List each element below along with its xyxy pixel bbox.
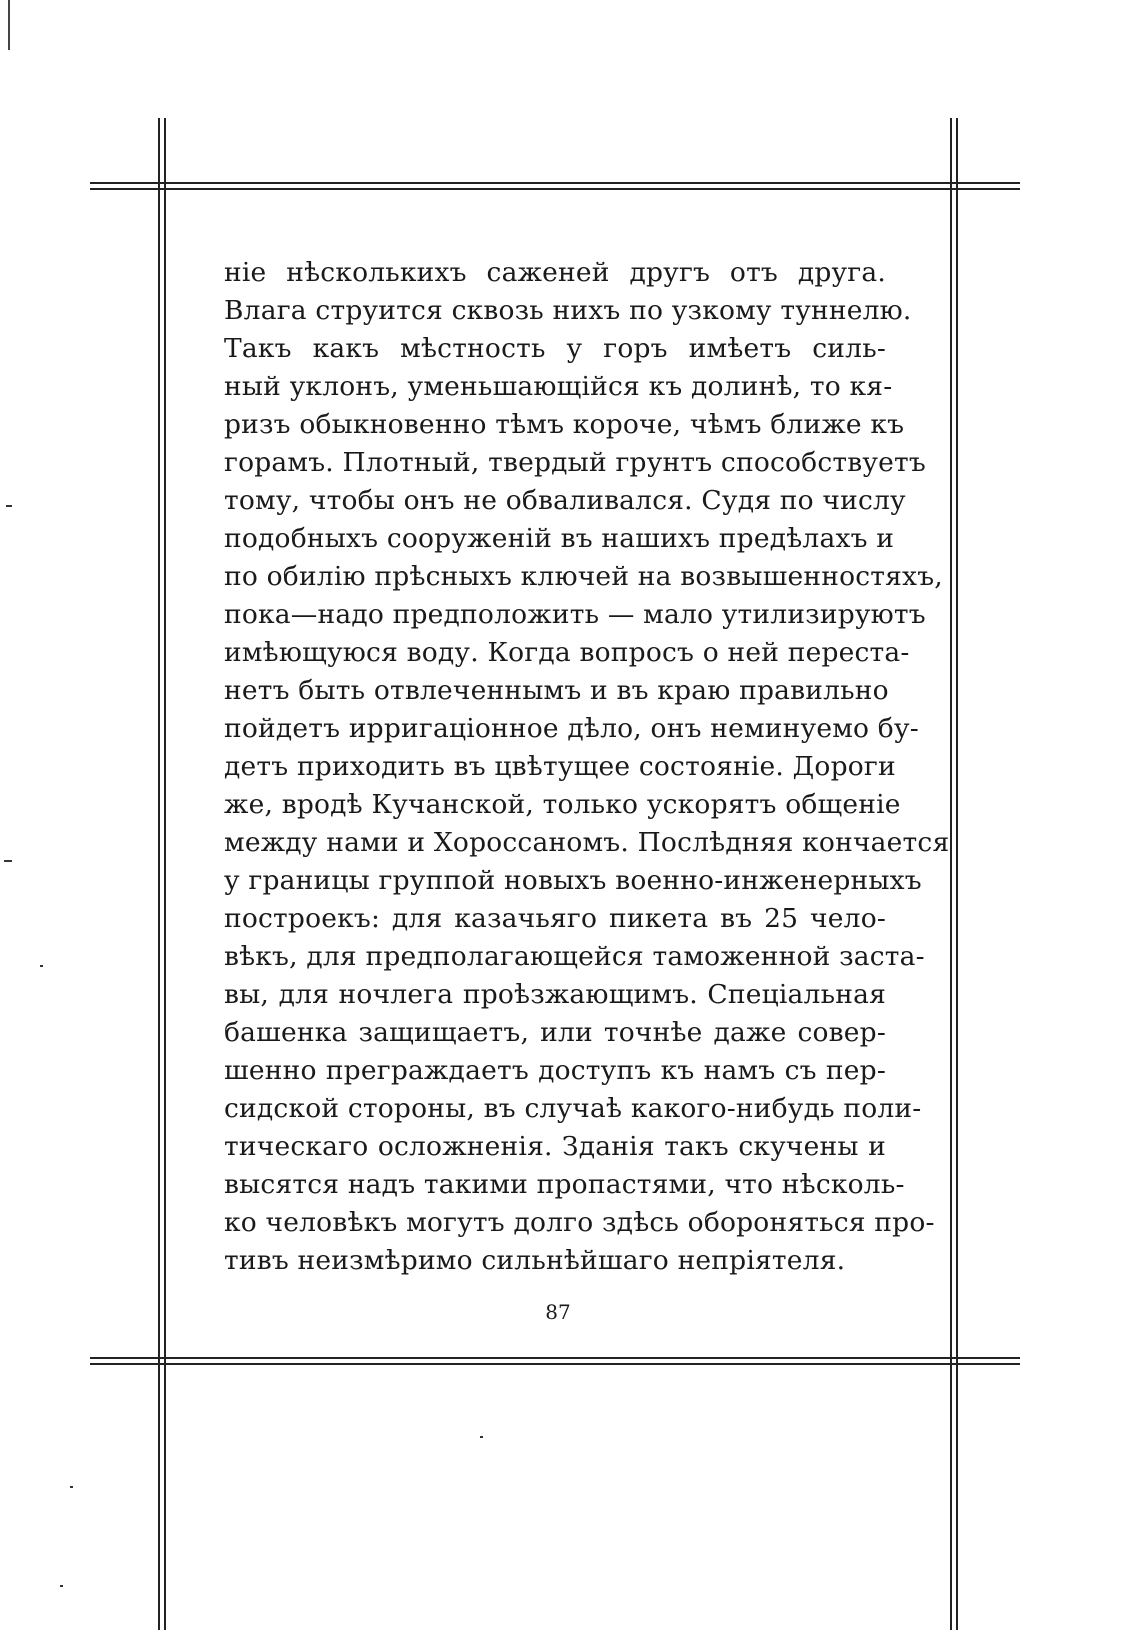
text-line: ризъ обыкновенно тѣмъ короче, чѣмъ ближе къ [224, 409, 905, 440]
text-line: шенно преграждаетъ доступъ къ намъ съ пер- [224, 1055, 886, 1086]
text-line: вы, для ночлега проѣзжающимъ. Спеціальная [224, 979, 886, 1010]
text-line: построекъ: для казачьяго пикета въ 25 чело- [224, 903, 886, 934]
frame-left-outer [158, 118, 160, 1630]
text-line: по обилію прѣсныхъ ключей на возвышенностяхъ, [224, 561, 943, 592]
text-line: высятся надъ такими пропастями, что нѣсколь- [224, 1169, 905, 1200]
text-line: Такъ какъ мѣстность у горъ имѣетъ силь- [224, 333, 886, 364]
scan-speck [6, 505, 12, 507]
text-line: горамъ. Плотный, твердый грунтъ способствуетъ [224, 447, 926, 478]
left-edge-line [8, 0, 10, 50]
text-line: детъ приходить въ цвѣтущее состояніе. Дороги [224, 751, 896, 782]
frame-right-inner [956, 118, 958, 1630]
scan-speck [70, 1486, 73, 1488]
text-line: вѣкъ, для предполагающейся таможенной заста- [224, 941, 925, 972]
text-line: тому, чтобы онъ не обваливался. Судя по числу [224, 485, 906, 516]
text-line: имѣющуюся воду. Когда вопросъ о ней переста- [224, 637, 910, 668]
body-text [224, 254, 950, 1280]
text-line: пойдетъ ирригаціонное дѣло, онъ неминуемо бу- [224, 713, 919, 744]
page-number: 87 [545, 1300, 571, 1324]
frame-top-outer [90, 182, 1020, 184]
frame-top-inner [90, 188, 1020, 190]
text-line: ный уклонъ, уменьшающійся къ долинѣ, то кя- [224, 371, 893, 402]
text-line: ніе нѣсколькихъ саженей другъ отъ друга. [224, 257, 886, 288]
text-line: тическаго осложненія. Зданія такъ скучены и [224, 1131, 886, 1162]
text-line: башенка защищаетъ, или точнѣе даже совер- [224, 1017, 886, 1048]
frame-bottom-inner [90, 1363, 1020, 1365]
text-line: подобныхъ сооруженій въ нашихъ предѣлахъ и [224, 523, 895, 554]
text-line: у границы группой новыхъ военно-инженерныхъ [224, 865, 922, 896]
text-line: Влага струится сквозь нихъ по узкому туннелю. [224, 295, 912, 326]
text-line: сидской стороны, въ случаѣ какого-нибудь поли- [224, 1093, 922, 1124]
scan-speck [60, 1585, 63, 1587]
scan-speck [4, 860, 12, 862]
text-line: пока—надо предположить — мало утилизируютъ [224, 599, 926, 630]
text-line: между нами и Хороссаномъ. Послѣдняя кончается [224, 827, 950, 858]
text-line: нетъ быть отвлеченнымъ и въ краю правильно [224, 675, 889, 706]
text-line: же, вродѣ Кучанской, только ускорятъ общеніе [224, 789, 901, 820]
text-line: тивъ неизмѣримо сильнѣйшаго непріятеля. [224, 1245, 846, 1276]
text-line: ко человѣкъ могутъ долго здѣсь обороняться про- [224, 1207, 935, 1238]
scan-speck [40, 965, 43, 967]
frame-bottom-outer [90, 1357, 1020, 1359]
frame-right-outer [950, 118, 952, 1630]
scan-speck [480, 1436, 483, 1438]
frame-left-inner [164, 118, 166, 1630]
